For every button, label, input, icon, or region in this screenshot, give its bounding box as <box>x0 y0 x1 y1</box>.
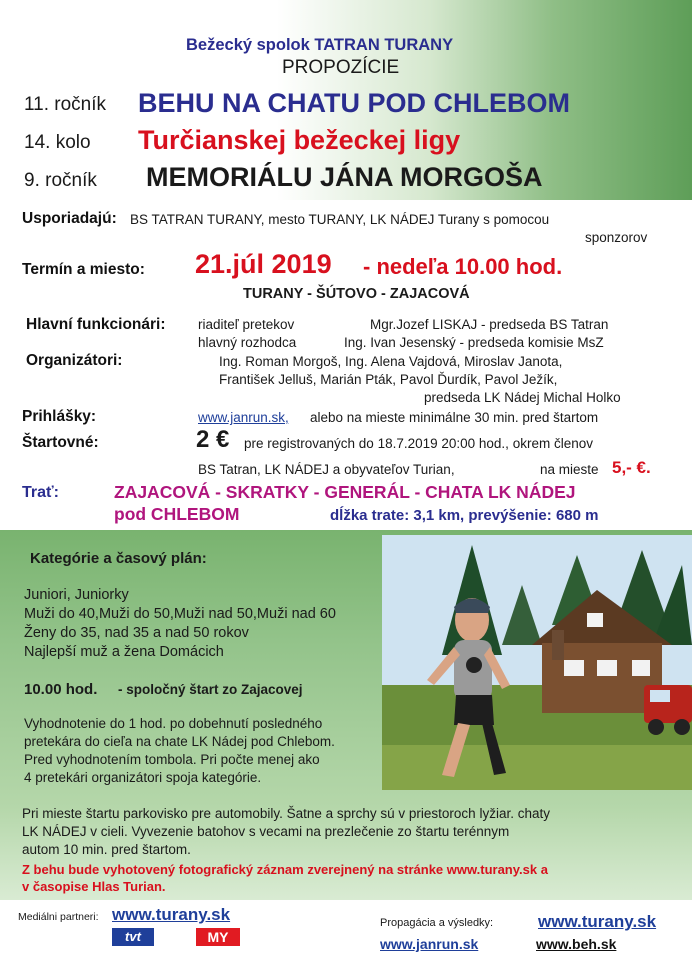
category-item: Ženy do 35, nad 35 a nad 50 rokov <box>24 625 249 641</box>
janrun-link[interactable]: www.janrun.sk, <box>198 410 289 425</box>
trat-route-2: pod CHLEBOM <box>114 504 240 524</box>
event-title-1: BEHU NA CHATU POD CHLEBOM <box>138 88 570 118</box>
info-line: LK NÁDEJ v cieli. Vyvezenie batohov s vecami na prezlečenie zo štartu terénnym <box>22 824 510 839</box>
event-time: - nedeľa 10.00 hod. <box>363 254 563 279</box>
official-role-1: riaditeľ pretekov <box>198 317 295 332</box>
evaluation-text <box>24 715 335 787</box>
info-line: autom 10 min. pred štartom. <box>22 842 191 857</box>
runner-photo <box>382 535 692 790</box>
category-item: Najlepší muž a žena Domácich <box>24 644 224 660</box>
beh-link[interactable]: www.beh.sk <box>536 936 617 952</box>
organizatori-line-2: František Jelluš, Marián Pták, Pavol Ďurdík, Pavol Ježík, <box>219 372 558 387</box>
organizers-text-2: sponzorov <box>585 230 648 245</box>
event-title-3: MEMORIÁLU JÁNA MORGOŠA <box>146 162 543 192</box>
trat-label: Trať: <box>22 484 60 501</box>
turany-link-left[interactable]: www.turany.sk <box>112 905 231 924</box>
startovne-text-2: BS Tatran, LK NÁDEJ a obyvateľov Turian, <box>198 462 455 477</box>
trat-stats: dĺžka trate: 3,1 km, prevýšenie: 680 m <box>330 507 599 524</box>
category-item: Muži do 40,Muži do 50,Muži nad 50,Muži nad 60 <box>24 606 336 622</box>
edition-label-3: 9. ročník <box>24 170 97 191</box>
tvt-logo: tvt <box>112 928 154 946</box>
photo-notice-line: v časopise Hlas Turian. <box>22 879 166 894</box>
officials-label: Hlavní funkcionári: <box>26 316 166 333</box>
organizatori-line-1: Ing. Roman Morgoš, Ing. Alena Vajdová, Miroslav Janota, <box>219 354 563 369</box>
event-title-2: Turčianskej bežeckej ligy <box>138 125 461 155</box>
official-name-1: Mgr.Jozef LISKAJ - predseda BS Tatran <box>370 317 609 332</box>
turany-link-right[interactable]: www.turany.sk <box>538 912 657 931</box>
evaluation-line: pretekára do cieľa na chate LK Nádej pod Chlebom. <box>24 734 335 749</box>
official-role-2: hlavný rozhodca <box>198 335 297 350</box>
official-name-2: Ing. Ivan Jesenský - predseda komisie MsZ <box>344 335 604 350</box>
organizatori-label: Organizátori: <box>26 352 123 369</box>
info-line: Pri mieste štartu parkovisko pre automobily. Šatne a sprchy sú v priestoroch lyžiar. chaty <box>22 806 550 821</box>
event-date: 21.júl 2019 <box>195 249 332 279</box>
event-place: TURANY - ŠÚTOVO - ZAJACOVÁ <box>243 286 470 302</box>
start-text: - spoločný štart zo Zajacovej <box>118 682 303 697</box>
trat-route-1: ZAJACOVÁ - SKRATKY - GENERÁL - CHATA LK NÁDEJ <box>114 482 576 502</box>
evaluation-line: Pred vyhodnotením tombola. Pri počte menej ako <box>24 752 320 767</box>
propagation-label: Propagácia a výsledky: <box>380 917 494 929</box>
onsite-label: na mieste <box>540 462 599 477</box>
photo-notice <box>22 861 548 895</box>
evaluation-line: 4 pretekári organizátori spoja kategórie. <box>24 770 262 785</box>
organizatori-line-3: predseda LK Nádej Michal Holko <box>424 390 621 405</box>
categories-title: Kategórie a časový plán: <box>30 550 207 567</box>
my-logo: MY <box>196 928 240 946</box>
organizers-label: Usporiadajú: <box>22 210 117 227</box>
janrun-link-footer[interactable]: www.janrun.sk <box>380 936 479 952</box>
club-name: Bežecký spolok TATRAN TURANY <box>186 36 454 54</box>
startovne-label: Štartovné: <box>22 434 99 451</box>
organizers-text: BS TATRAN TURANY, mesto TURANY, LK NÁDEJ Turany s pomocou <box>130 212 550 227</box>
edition-label-2: 14. kolo <box>24 132 91 153</box>
info-paragraph <box>22 805 662 859</box>
termin-label: Termín a miesto: <box>22 261 145 278</box>
prihlasky-label: Prihlášky: <box>22 408 97 425</box>
edition-label-1: 11. ročník <box>24 94 107 115</box>
media-partners-label: Mediálni partneri: <box>18 911 99 923</box>
prihlasky-text: alebo na mieste minimálne 30 min. pred štartom <box>310 410 599 425</box>
propozicie-title: PROPOZÍCIE <box>282 57 400 78</box>
category-item: Juniori, Juniorky <box>24 587 129 603</box>
categories-list <box>24 586 336 662</box>
evaluation-line: Vyhodnotenie do 1 hod. po dobehnutí posledného <box>24 716 323 731</box>
onsite-amount: 5,- €. <box>612 458 651 477</box>
start-time: 10.00 hod. <box>24 681 98 698</box>
startovne-text-1: pre registrovaných do 18.7.2019 20:00 hod., okrem členov <box>244 436 593 451</box>
photo-notice-line: Z behu bude vyhotovený fotografický záznam zverejnený na stránke www.turany.sk a <box>22 862 548 877</box>
startovne-amount: 2 € <box>196 426 230 453</box>
